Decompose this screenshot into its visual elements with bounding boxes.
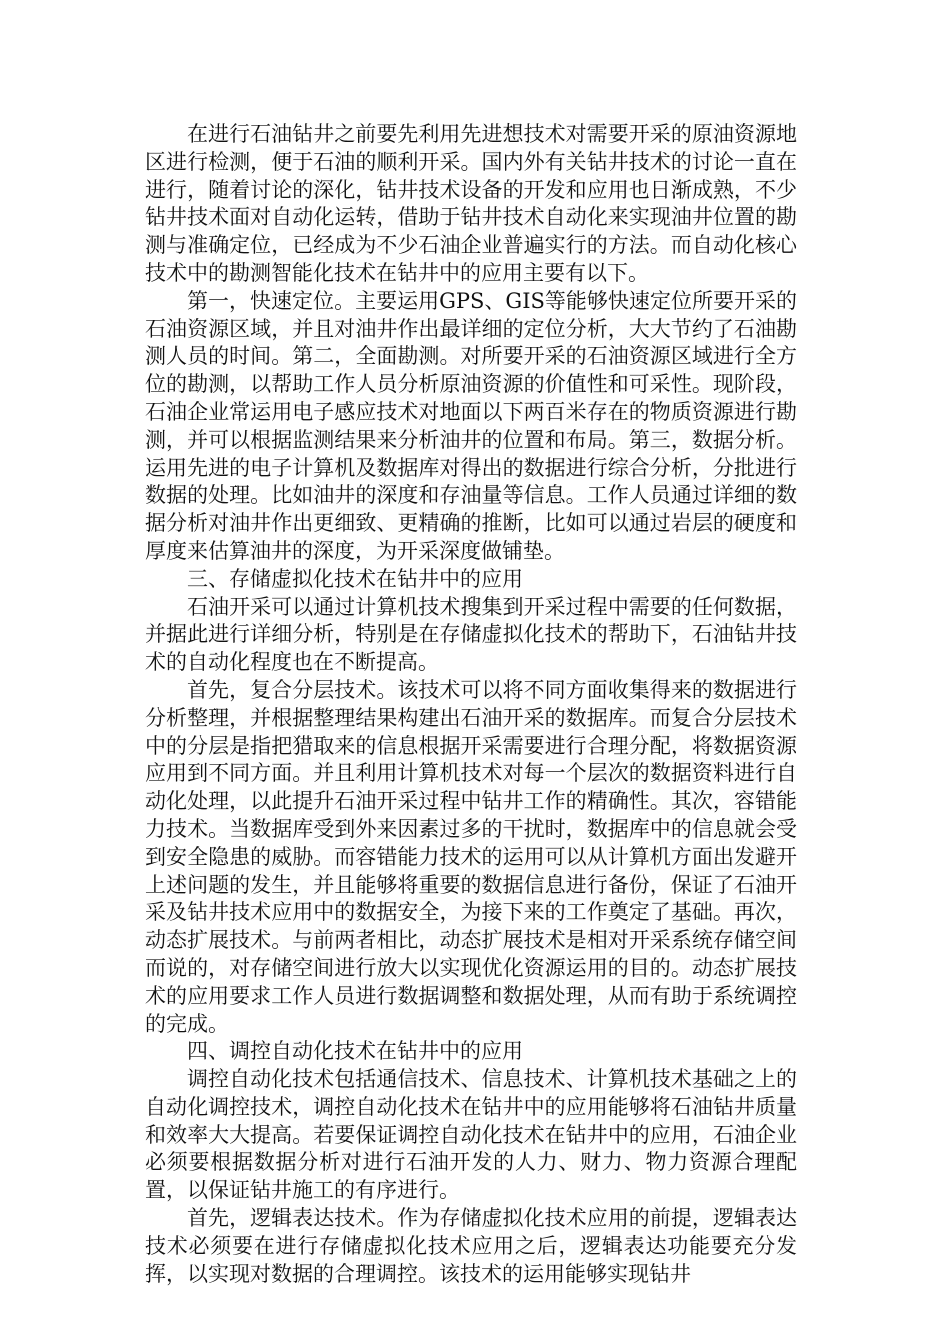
paragraph-storage-intro: 石油开采可以通过计算机技术搜集到开采过程中需要的任何数据，并据此进行详细分析，特别是在存储虚拟化技术的帮助下，石油钻井技术的自动化程度也在不断提高。 (145, 594, 797, 675)
document-page (145, 121, 797, 1288)
section-heading-control-automation: 四、调控自动化技术在钻井中的应用 (187, 1039, 523, 1064)
paragraph-survey-techniques: 第一，快速定位。主要运用GPS、GIS等能够快速定位所要开采的石油资源区域，并且对油井作出最详细的定位分析，大大节约了石油勘测人员的时间。第二，全面勘测。对所要开采的石油资源区域进行全方位的勘测，以帮助工作人员分析原油资源的价值性和可采性。现阶段，石油企业常运用电子感应技术对地面以下两百米存在的物质资源进行勘测，并可以根据监测结果来分析油井的位置和布局。第三，数据分析。运用先进的电子计算机及数据库对得出的数据进行综合分析，分批进行数据的处理。比如油井的深度和存油量等信息。工作人员通过详细的数据分析对油井作出更细致、更精确的推断，比如可以通过岩层的硬度和厚度来估算油井的深度，为开采深度做铺垫。 (145, 288, 797, 563)
paragraph-intro: 在进行石油钻井之前要先利用先进想技术对需要开采的原油资源地区进行检测，便于石油的顺利开采。国内外有关钻井技术的讨论一直在进行，随着讨论的深化，钻井技术设备的开发和应用也日渐成熟，不少钻井技术面对自动化运转，借助于钻井技术自动化来实现油井位置的勘测与准确定位，已经成为不少石油企业普遍实行的方法。而自动化核心技术中的勘测智能化技术在钻井中的应用主要有以下。 (145, 122, 797, 285)
section-heading-storage-virtualization: 三、存储虚拟化技术在钻井中的应用 (187, 566, 523, 591)
paragraph-control-intro: 调控自动化技术包括通信技术、信息技术、计算机技术基础之上的自动化调控技术，调控自动化技术在钻井中的应用能够将石油钻井质量和效率大大提高。若要保证调控自动化技术在钻井中的应用，石油企业必须要根据数据分析对进行石油开发的人力、财力、物力资源合理配置，以保证钻井施工的有序进行。 (145, 1067, 797, 1203)
paragraph-logic-expression: 首先，逻辑表达技术。作为存储虚拟化技术应用的前提，逻辑表达技术必须要在进行存储虚拟化技术应用之后，逻辑表达功能要充分发挥，以实现对数据的合理调控。该技术的运用能够实现钻井 (145, 1206, 797, 1286)
paragraph-storage-techniques: 首先，复合分层技术。该技术可以将不同方面收集得来的数据进行分析整理，并根据整理结果构建出石油开采的数据库。而复合分层技术中的分层是指把猎取来的信息根据开采需要进行合理分配，将数据资源应用到不同方面。并且利用计算机技术对每一个层次的数据资料进行自动化处理，以此提升石油开采过程中钻井工作的精确性。其次，容错能力技术。当数据库受到外来因素过多的干扰时，数据库中的信息就会受到安全隐患的威胁。而容错能力技术的运用可以从计算机方面出发避开上述问题的发生，并且能够将重要的数据信息进行备份，保证了石油开采及钻井技术应用中的数据安全，为接下来的工作奠定了基础。再次，动态扩展技术。与前两者相比，动态扩展技术是相对开采系统存储空间而说的，对存储空间进行放大以实现优化资源运用的目的。动态扩展技术的应用要求工作人员进行数据调整和数据处理，从而有助于系统调控的完成。 (145, 677, 797, 1036)
